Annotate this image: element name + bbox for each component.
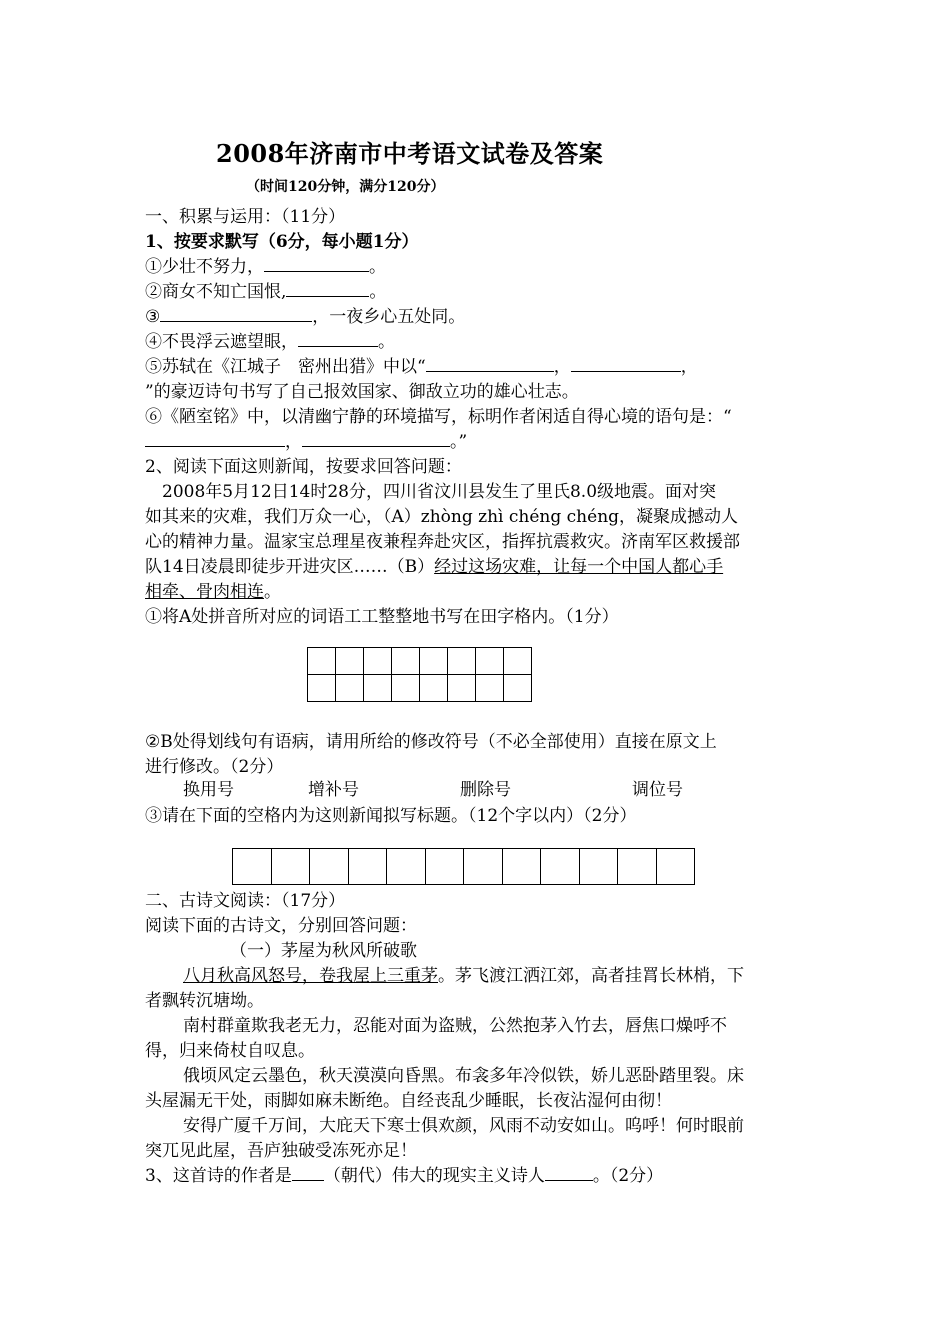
q2-sub-2: ②B处得划线句有语病，请用所给的修改符号（不必全部使用）直接在原文上 [145,732,717,752]
answer-blank[interactable] [264,256,369,272]
q1-item-6: ⑥《陋室铭》中，以清幽宁静的环境描写，标明作者闲适自得心境的语句是：“ [145,407,732,427]
section-2-intro: 阅读下面的古诗文，分别回答问题： [145,916,417,936]
answer-blank[interactable] [160,306,312,322]
answer-blank[interactable] [292,1165,324,1181]
answer-blank[interactable] [302,431,450,447]
answer-blank[interactable] [571,356,681,372]
page-title: 2008年济南市中考语文试卷及答案 [216,139,604,168]
answer-blank[interactable] [145,431,285,447]
section-2-heading: 二、古诗文阅读：（17分） [145,891,346,911]
answer-blank[interactable] [298,331,378,347]
q1-item-5-cont: ”的豪迈诗句书写了自己报效国家、御敌立功的雄心壮志。 [145,382,579,402]
poem-title: （一）茅屋为秋风所破歌 [230,941,417,961]
news-line-5: 相牵、骨肉相连。 [145,582,281,602]
q1-item-3: ③ ，一夜乡心五处同。 [145,307,466,327]
poem-line-7: 安得广厦千万间，大庇天下寒士俱欢颜，风雨不动安如山。呜呼！何时眼前 [183,1116,744,1136]
headline-grid[interactable] [232,848,695,885]
poem-line-3: 南村群童欺我老无力，忍能对面为盗贼，公然抱茅入竹去，唇焦口燥呼不 [183,1016,727,1036]
underlined-sentence: 经过这场灾难，让每一个中国人都心手 [434,557,724,577]
symbol-insert: 增补号 [308,780,359,800]
poem-line-2: 者飘转沉塘坳。 [145,991,264,1011]
news-line-3: 心的精神力量。温家宝总理星夜兼程奔赴灾区，指挥抗震救灾。济南军区救援部 [145,532,740,552]
underlined-verse: 八月秋高风怒号，卷我屋上三重茅 [183,966,438,986]
poem-line-4: 得，归来倚杖自叹息。 [145,1041,315,1061]
poem-line-6: 头屋漏无干处，雨脚如麻未断绝。自经丧乱少睡眠，长夜沾湿何由彻！ [145,1091,672,1111]
q1-item-2: ②商女不知亡国恨, 。 [145,282,387,302]
underlined-sentence-end: 相牵、骨肉相连 [145,582,264,602]
section-1-heading: 一、积累与运用：（11分） [145,207,346,227]
symbol-reorder: 调位号 [632,780,683,800]
q1-item-1: ①少壮不努力， 。 [145,257,386,277]
answer-blank[interactable] [286,281,369,297]
symbol-delete: 删除号 [460,780,511,800]
poem-line-1: 八月秋高风怒号，卷我屋上三重茅。茅飞渡江洒江郊，高者挂罥长林梢，下 [183,966,744,986]
tianzige-grid[interactable] [307,647,532,702]
news-line-1: 2008年5月12日14时28分，四川省汶川县发生了里氏8.0级地震。面对突 [145,482,717,502]
q1-item-6-cont: ， 。” [145,427,467,452]
exam-time-note: （时间120分钟，满分120分） [246,179,445,195]
symbol-replace: 换用号 [183,780,234,800]
q2-sub-2-cont: 进行修改。（2分） [145,757,284,777]
poem-line-8: 突兀见此屋，吾庐独破受冻死亦足！ [145,1141,417,1161]
q2-sub-3: ③请在下面的空格内为这则新闻拟写标题。（12个字以内）（2分） [145,806,637,826]
q2-sub-1: ①将A处拼音所对应的词语工工整整地书写在田字格内。（1分） [145,607,619,627]
q1-item-5: ⑤苏轼在《江城子 密州出猎》中以“ ， ， [145,357,698,377]
answer-blank[interactable] [545,1165,593,1181]
question-2-heading: 2、阅读下面这则新闻，按要求回答问题： [145,457,462,477]
poem-line-5: 俄顷风定云墨色，秋天漠漠向昏黑。布衾多年冷似铁，娇儿恶卧踏里裂。床 [183,1066,744,1086]
news-line-4: 队14日凌晨即徒步开进灾区……（B）经过这场灾难，让每一个中国人都心手 [145,557,724,577]
answer-blank[interactable] [426,356,554,372]
question-3: 3、这首诗的作者是 （朝代）伟大的现实主义诗人 。（2分） [145,1166,664,1186]
q1-item-4: ④不畏浮云遮望眼， 。 [145,332,395,352]
news-line-2: 如其来的灾难，我们万众一心，（A）zhòng zhì chéng chéng，凝聚成撼动人 [145,507,739,527]
question-1-heading: 1、按要求默写（6分，每小题1分） [145,232,419,252]
